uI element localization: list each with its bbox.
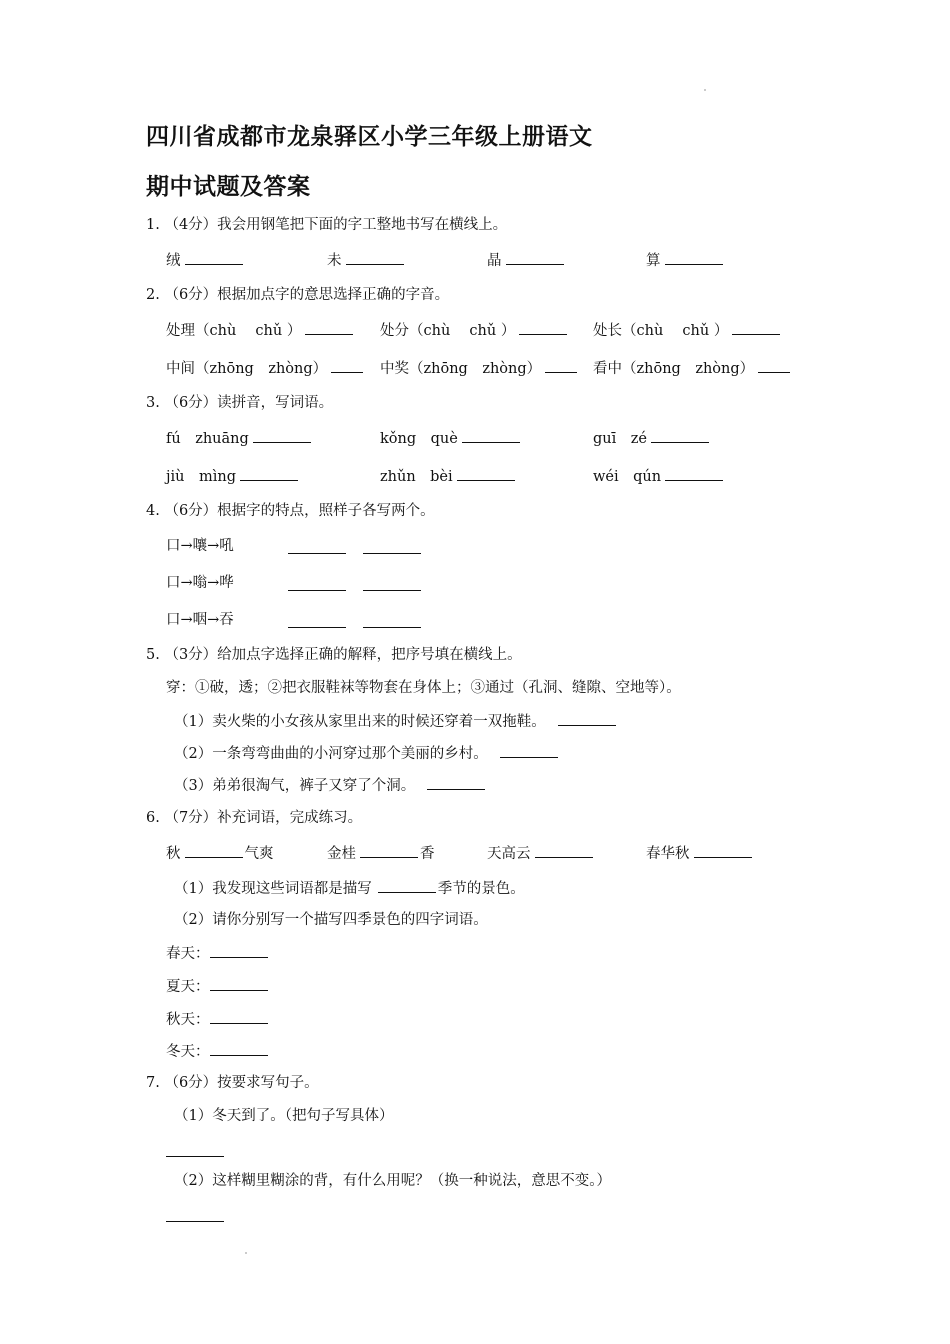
q6-season: 春天： xyxy=(166,943,268,964)
q3-item: guī zé xyxy=(593,428,709,449)
answer-blank xyxy=(210,1009,268,1024)
answer-blank xyxy=(166,1142,224,1157)
q4-example: 口→嗡→哗 xyxy=(166,575,234,591)
answer-blank xyxy=(185,250,243,265)
answer-blank xyxy=(346,250,404,265)
answer-blank xyxy=(500,743,558,758)
q1-item: 未 xyxy=(327,250,404,271)
q3-item: wéi qún xyxy=(593,466,723,487)
question-2-stem: 2. （6分）根据加点字的意思选择正确的字音。 xyxy=(146,287,450,303)
q6-word: 天高云 xyxy=(487,843,593,864)
answer-blank xyxy=(185,843,243,858)
q3-item: kǒng què xyxy=(380,428,520,449)
answer-blank xyxy=(288,539,346,554)
q5-item: （1）卖火柴的小女孩从家里出来的时候还穿着一双拖鞋。 xyxy=(174,711,616,732)
q2-item: 看中（zhōng zhòng） xyxy=(593,358,790,379)
answer-blank xyxy=(360,843,418,858)
q6-sub2: （2）请你分别写一个描写四季景色的四字词语。 xyxy=(174,912,488,928)
q6-sub1: （1）我发现这些词语都是描写 季节的景色。 xyxy=(174,878,525,899)
q6-word: 春华秋 xyxy=(646,843,752,864)
answer-blank xyxy=(558,711,616,726)
q7-sub2: （2）这样糊里糊涂的背，有什么用呢？（换一种说法，意思不变。） xyxy=(174,1173,611,1189)
q6-season: 冬天： xyxy=(166,1041,268,1062)
answer-blank xyxy=(363,613,421,628)
answer-blank xyxy=(210,1041,268,1056)
q7-sub1: （1）冬天到了。（把句子写具体） xyxy=(174,1108,394,1124)
question-3-stem: 3. （6分）读拼音，写词语。 xyxy=(146,395,334,411)
answer-blank xyxy=(288,576,346,591)
answer-blank xyxy=(519,320,567,335)
question-6-stem: 6. （7分）补充词语，完成练习。 xyxy=(146,810,363,826)
answer-blank xyxy=(506,250,564,265)
answer-blank xyxy=(378,878,436,893)
q6-word: 秋 气爽 xyxy=(166,843,274,864)
q2-item: 处分（chù chǔ ） xyxy=(380,320,567,341)
document-title-line2: 期中试题及答案 xyxy=(146,174,311,200)
question-5-stem: 5. （3分）给加点字选择正确的解释，把序号填在横线上。 xyxy=(146,647,522,663)
answer-blank xyxy=(758,358,790,373)
answer-blank xyxy=(363,576,421,591)
answer-blank xyxy=(210,943,268,958)
q2-item: 处长（chù chǔ ） xyxy=(593,320,780,341)
answer-blank xyxy=(457,466,515,481)
answer-blank xyxy=(665,466,723,481)
answer-blank xyxy=(545,358,577,373)
answer-blank xyxy=(331,358,363,373)
answer-blank xyxy=(166,1207,224,1222)
question-4-stem: 4. （6分）根据字的特点，照样子各写两个。 xyxy=(146,503,435,519)
answer-blank xyxy=(535,843,593,858)
q2-item: 中奖（zhōng zhòng） xyxy=(380,358,577,379)
answer-blank xyxy=(427,775,485,790)
speck xyxy=(704,89,706,91)
answer-blank xyxy=(305,320,353,335)
answer-blank xyxy=(253,428,311,443)
q4-example: 口→嚷→吼 xyxy=(166,538,234,554)
answer-blank xyxy=(210,976,268,991)
q5-item: （2）一条弯弯曲曲的小河穿过那个美丽的乡村。 xyxy=(174,743,558,764)
q5-item: （3）弟弟很淘气，裤子又穿了个洞。 xyxy=(174,775,485,796)
q2-item: 处理（chù chǔ ） xyxy=(166,320,353,341)
speck xyxy=(245,1252,247,1254)
q1-item: 晶 xyxy=(487,250,564,271)
answer-blank xyxy=(288,613,346,628)
q1-item: 绒 xyxy=(166,250,243,271)
q3-item: fú zhuāng xyxy=(166,428,311,449)
document-title-line1: 四川省成都市龙泉驿区小学三年级上册语文 xyxy=(146,124,593,150)
answer-blank xyxy=(462,428,520,443)
answer-blank xyxy=(732,320,780,335)
q6-word: 金桂 香 xyxy=(327,843,435,864)
q3-item: zhǔn bèi xyxy=(380,466,515,487)
q1-item: 算 xyxy=(646,250,723,271)
q6-season: 夏天： xyxy=(166,976,268,997)
answer-blank xyxy=(363,539,421,554)
q5-definition: 穿：①破，透；②把衣服鞋袜等物套在身体上；③通过（孔洞、缝隙、空地等）。 xyxy=(166,680,681,696)
answer-blank xyxy=(694,843,752,858)
answer-blank xyxy=(651,428,709,443)
answer-blank xyxy=(240,466,298,481)
question-1-stem: 1. （4分）我会用钢笔把下面的字工整地书写在横线上。 xyxy=(146,217,508,233)
q6-season: 秋天： xyxy=(166,1009,268,1030)
q2-item: 中间（zhōng zhòng） xyxy=(166,358,363,379)
q3-item: jiù mìng xyxy=(166,466,298,487)
q4-example: 口→咽→吞 xyxy=(166,612,234,628)
answer-blank xyxy=(665,250,723,265)
question-7-stem: 7. （6分）按要求写句子。 xyxy=(146,1075,319,1091)
